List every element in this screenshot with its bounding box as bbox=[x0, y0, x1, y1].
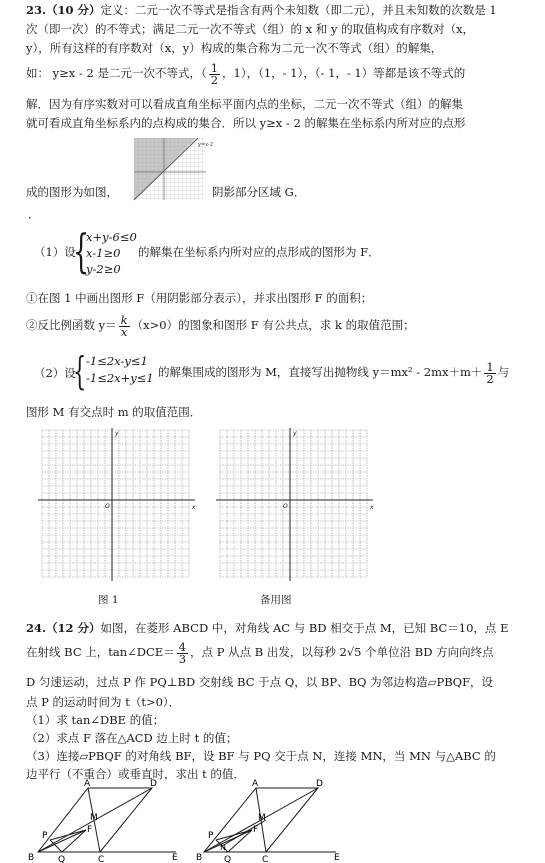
origin-label: O bbox=[283, 503, 288, 510]
part1-desc: 的解集在坐标系内所对应的点形成的图形为 F． bbox=[138, 245, 380, 259]
q24-text-2b: ，点 P 从点 B 出发，以每秒 2√5 个单位沿 BD 方向向终点 bbox=[190, 645, 494, 659]
dot-mark: ． bbox=[28, 207, 40, 221]
frac-num: 1 bbox=[210, 60, 219, 75]
fraction-half-2 bbox=[484, 359, 495, 386]
backup-figure-grid bbox=[212, 426, 382, 586]
label2-A: A bbox=[252, 779, 259, 789]
q23-points: （10 分） bbox=[46, 3, 101, 17]
fraction-4-3 bbox=[177, 639, 188, 666]
part1-prefix: （1）设 bbox=[34, 245, 76, 259]
part1-text bbox=[138, 244, 380, 260]
figure-1-grid bbox=[34, 426, 204, 586]
region-g-graph bbox=[134, 138, 214, 202]
rhombus-figure-1 bbox=[26, 780, 196, 863]
y-axis-label: y bbox=[293, 430, 297, 437]
rhombus-figure-2 bbox=[196, 780, 346, 863]
example-text-a: 如： y≥x - 2 是二元一次不等式，（ bbox=[26, 66, 207, 80]
figure-1-caption: 图 1 bbox=[98, 594, 119, 606]
q23-text-5: 解．因为有序实数对可以看成直角坐标平面内点的坐标，二元一次不等式（组）的解集 bbox=[26, 97, 463, 111]
q24-sub4-text: 边平行（不重合）或垂直时，求出 t 的值． bbox=[26, 767, 245, 781]
label2-F: F bbox=[253, 825, 259, 835]
q24-line2 bbox=[26, 640, 494, 665]
q24-text-3: D 匀速运动，过点 P 作 PQ⊥BD 交射线 BC 于点 Q，以 BP、BQ 为邻边构造▱PBQF，设 bbox=[26, 675, 494, 689]
label-A: A bbox=[84, 779, 91, 789]
part2-line2 bbox=[26, 404, 201, 420]
part2-system bbox=[86, 355, 154, 385]
label2-B: B bbox=[196, 853, 203, 863]
q23-text-7a: 成的图形为如图， bbox=[26, 185, 118, 199]
frac2-den: 2 bbox=[486, 371, 494, 386]
q24-sub3 bbox=[26, 748, 496, 764]
part1-ii-b: （x>0）的图象和图形 F 有公共点，求 k 的取值范围； bbox=[131, 318, 415, 332]
q23-line7b bbox=[212, 184, 305, 200]
ineq-1: x+y-6≤0 bbox=[86, 230, 137, 244]
label2-N: N bbox=[220, 843, 226, 852]
part2-desc: 的解集围成的图形为 M，直接写出抛物线 y＝mx² - 2mx＋m＋ bbox=[158, 365, 483, 379]
ineq-b: -1≤2x+y≤1 bbox=[86, 371, 154, 385]
q23-text-2: 次（即一次）的不等式；满足二元一次不等式（组）的 x 和 y 的取值构成有序数对（x， bbox=[26, 22, 475, 36]
q24-sub2-text: （2）求点 F 落在△ACD 边上时 t 的值； bbox=[26, 731, 238, 745]
q24-text-1: 如图，在菱形 ABCD 中，对角线 AC 与 BD 相交于点 M，已知 BC＝10，点 E bbox=[100, 621, 509, 635]
fraction-half bbox=[209, 60, 220, 87]
part1-ii-a: ②反比例函数 y＝ bbox=[26, 318, 117, 332]
label2-M: M bbox=[258, 813, 266, 823]
part1-i-text: ①在图 1 中画出图形 F（用阴影部分表示），并求出图形 F 的面积； bbox=[26, 291, 373, 305]
part1-brace: { bbox=[73, 224, 90, 278]
q24-line3 bbox=[26, 674, 493, 690]
origin-label: O bbox=[105, 503, 110, 510]
label-P: P bbox=[42, 831, 48, 841]
frac-den: 2 bbox=[210, 72, 219, 87]
part1-system bbox=[86, 231, 137, 276]
label-Q: Q bbox=[58, 855, 66, 863]
x-axis-label: x bbox=[192, 504, 196, 511]
q24-line1 bbox=[26, 620, 508, 636]
frac2-num: 1 bbox=[486, 359, 494, 374]
q24-text-2a: 在射线 BC 上，tan∠DCE＝ bbox=[26, 645, 175, 659]
part2-label bbox=[34, 365, 76, 381]
frac-k: k bbox=[120, 312, 128, 327]
q24-line4 bbox=[26, 694, 180, 710]
label2-D: D bbox=[316, 779, 323, 789]
q23-line5 bbox=[26, 96, 463, 112]
q24-sub1-text: （1）求 tan∠DBE 的值； bbox=[26, 713, 165, 727]
part2-tail: 与 bbox=[497, 365, 510, 379]
q24-sub3-text: （3）连接▱PBQF 的对角线 BF，设 BF 与 PQ 交于点 N，连接 MN，当 MN 与△ABC 的 bbox=[26, 749, 496, 763]
ineq-a: -1≤2x-y≤1 bbox=[86, 354, 148, 368]
ineq-2: x-1≥0 bbox=[86, 246, 121, 260]
backup-figure-caption: 备用图 bbox=[260, 594, 292, 606]
fraction-k-x bbox=[119, 312, 130, 339]
part1-label bbox=[34, 244, 76, 260]
q23-text-1: 定义：二元一次不等式是指含有两个未知数（即二元），并且未知数的次数是 1 bbox=[100, 3, 497, 17]
part1-i bbox=[26, 290, 372, 306]
ineq-3: y-2≥0 bbox=[86, 262, 121, 276]
y-axis-label: y bbox=[115, 430, 119, 437]
q24-points: （12 分） bbox=[46, 621, 101, 635]
q23-text-7b: 阴影部分区域 G． bbox=[212, 185, 306, 199]
frac3-num: 4 bbox=[178, 639, 187, 654]
label2-Q: Q bbox=[224, 855, 232, 863]
q23-line3 bbox=[26, 40, 442, 56]
label-E: E bbox=[172, 853, 178, 863]
part2-text-2: 图形 M 有交点时 m 的取值范围． bbox=[26, 405, 202, 419]
q23-example-line bbox=[26, 62, 465, 86]
example-text-b: ，1），（1，- 1），（- 1，- 1）等都是该不等式的 bbox=[222, 66, 466, 80]
part1-ii bbox=[26, 313, 415, 338]
label-D: D bbox=[150, 779, 157, 789]
frac-x: x bbox=[120, 324, 128, 339]
part2-text bbox=[158, 360, 509, 385]
q23-text-6: 就可看成直角坐标系内的点构成的集合．所以 y≥x - 2 的解集在坐标系内所对应的点形 bbox=[26, 116, 466, 130]
q23-line1 bbox=[26, 2, 497, 18]
svg-text:y=x-2: y=x-2 bbox=[198, 142, 214, 148]
label-M: M bbox=[90, 813, 98, 823]
q23-number: 23. bbox=[26, 3, 47, 17]
q23-text-3: y），所有这样的有序数对（x，y）构成的集合称为二元一次不等式（组）的解集， bbox=[26, 41, 443, 55]
label2-P: P bbox=[208, 831, 214, 841]
q24-number: 24. bbox=[26, 621, 47, 635]
frac3-den: 3 bbox=[178, 651, 187, 666]
x-axis-label: x bbox=[370, 504, 374, 511]
q23-line6 bbox=[26, 115, 465, 131]
label-C: C bbox=[98, 855, 105, 863]
stray-dot bbox=[28, 206, 40, 222]
label2-C: C bbox=[262, 855, 269, 863]
q23-line2 bbox=[26, 21, 474, 37]
label-B: B bbox=[28, 853, 35, 863]
q23-line7 bbox=[26, 184, 118, 200]
part2-prefix: （2）设 bbox=[34, 366, 76, 380]
q24-text-4: 点 P 的运动时间为 t（t>0）． bbox=[26, 695, 181, 709]
q24-sub1 bbox=[26, 712, 164, 728]
part2-brace: { bbox=[73, 349, 87, 393]
q24-sub2 bbox=[26, 730, 237, 746]
label-F: F bbox=[87, 825, 93, 835]
label2-E: E bbox=[334, 853, 340, 863]
